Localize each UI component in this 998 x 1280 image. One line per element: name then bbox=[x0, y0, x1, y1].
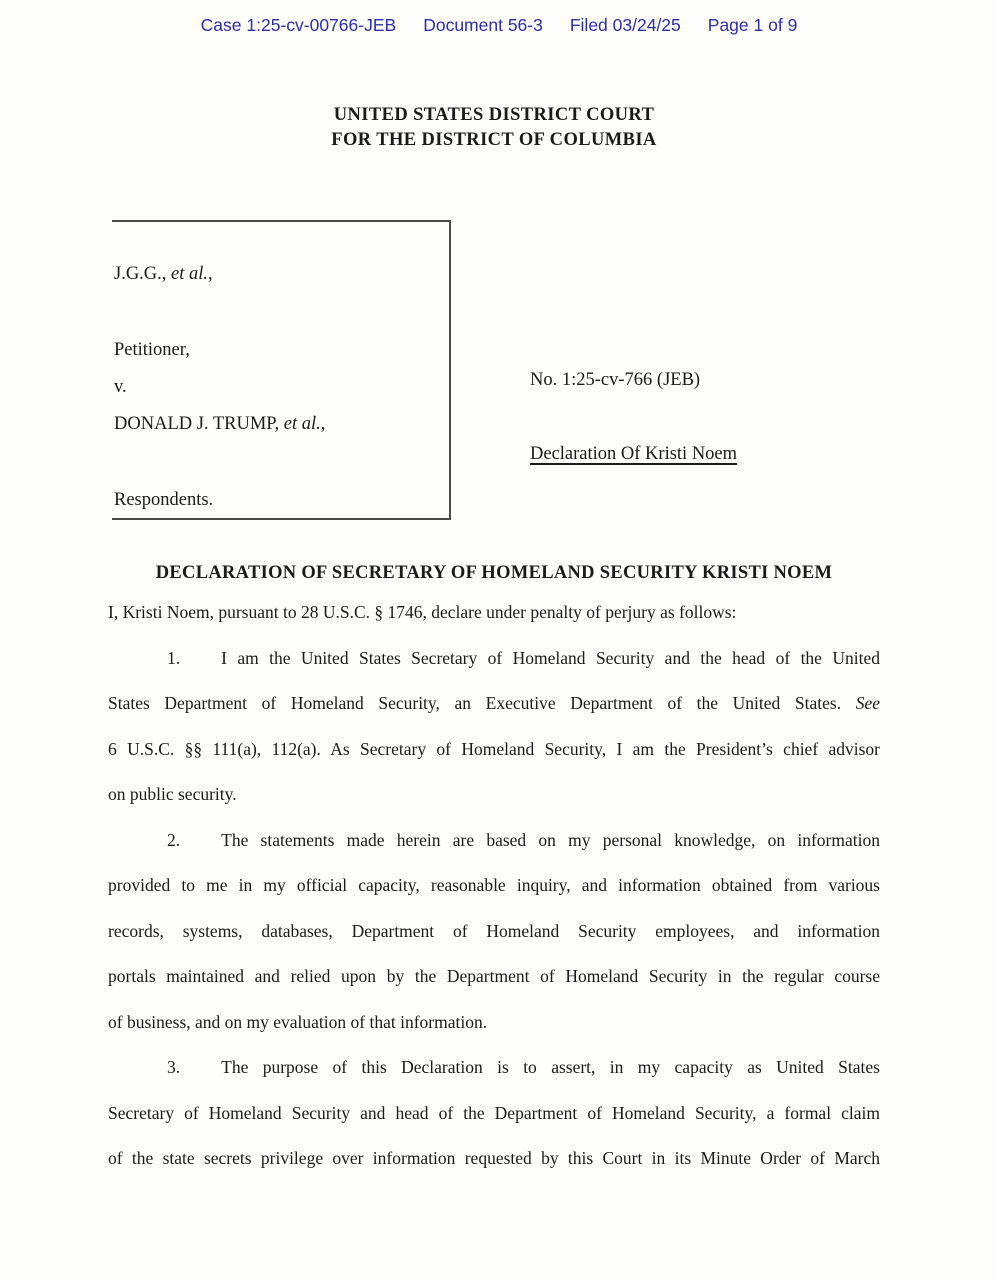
declaration-body bbox=[108, 590, 880, 1182]
document-title: Declaration Of Kristi Noem bbox=[530, 444, 738, 464]
ecf-document-number: Document 56-3 bbox=[423, 15, 543, 35]
paragraph-2-line-1: 2. The statements made herein are based on my personal knowledge, on information bbox=[167, 829, 880, 850]
respondent-name: DONALD J. TRUMP, et al., bbox=[114, 414, 326, 434]
declaration-heading: DECLARATION OF SECRETARY OF HOMELAND SECURITY KRISTI NOEM bbox=[155, 563, 833, 583]
et-al-italic: et al. bbox=[171, 264, 209, 284]
versus-label: v. bbox=[114, 377, 127, 397]
paragraph-number: 2. bbox=[167, 829, 181, 850]
see-citation-italic: See bbox=[855, 693, 880, 713]
paragraph-2-line-5: of business, and on my evaluation of that information. bbox=[108, 1011, 488, 1032]
case-caption-box bbox=[112, 220, 451, 520]
paragraph-number: 3. bbox=[167, 1057, 181, 1077]
court-name-line-2: FOR THE DISTRICT OF COLUMBIA bbox=[331, 130, 657, 150]
court-name-line-1: UNITED STATES DISTRICT COURT bbox=[333, 105, 655, 125]
paragraph-1-line-3: 6 U.S.C. §§ 111(a), 112(a). As Secretary of Homeland Security, I am the President’s chief advisor bbox=[108, 738, 880, 759]
paragraph-2-line-2: provided to me in my official capacity, reasonable inquiry, and information obtained from various bbox=[108, 875, 880, 895]
declaration-intro-line: I, Kristi Noem, pursuant to 28 U.S.C. § 1746, declare under penalty of perjury as follows: bbox=[108, 602, 737, 622]
paragraph-3-line-2: Secretary of Homeland Security and head of the Department of Homeland Security, a formal claim bbox=[108, 1102, 880, 1123]
et-al-italic: et al. bbox=[283, 414, 321, 434]
ecf-page-number: Page 1 of 9 bbox=[707, 15, 798, 35]
court-name bbox=[108, 103, 880, 153]
respondents-label: Respondents. bbox=[114, 490, 214, 510]
paragraph-3-line-1: 3. The purpose of this Declaration is to assert, in my capacity as United States bbox=[167, 1057, 880, 1077]
petitioner-name: J.G.G., et al., bbox=[114, 264, 213, 284]
paragraph-3-line-3: of the state secrets privilege over information requested by this Court in its Minute Order of March bbox=[108, 1148, 880, 1168]
paragraph-2-line-3: records, systems, databases, Department of Homeland Security employees, and information bbox=[108, 920, 880, 941]
paragraph-2-line-4: portals maintained and relied upon by the Department of Homeland Security in the regular course bbox=[108, 966, 880, 986]
paragraph-number: 1. bbox=[167, 647, 181, 668]
petitioner-label: Petitioner, bbox=[114, 340, 190, 360]
ecf-filed-date: Filed 03/24/25 bbox=[569, 15, 681, 35]
paragraph-1-line-2: States Department of Homeland Security, an Executive Department of the United States. See bbox=[108, 693, 880, 713]
paragraph-1-line-4: on public security. bbox=[108, 784, 237, 804]
ecf-stamp bbox=[0, 15, 998, 36]
paragraph-1-line-1: 1. I am the United States Secretary of Homeland Security and the head of the United bbox=[167, 647, 880, 668]
ecf-case-number: Case 1:25-cv-00766-JEB bbox=[200, 15, 397, 35]
case-number: No. 1:25-cv-766 (JEB) bbox=[530, 370, 701, 390]
